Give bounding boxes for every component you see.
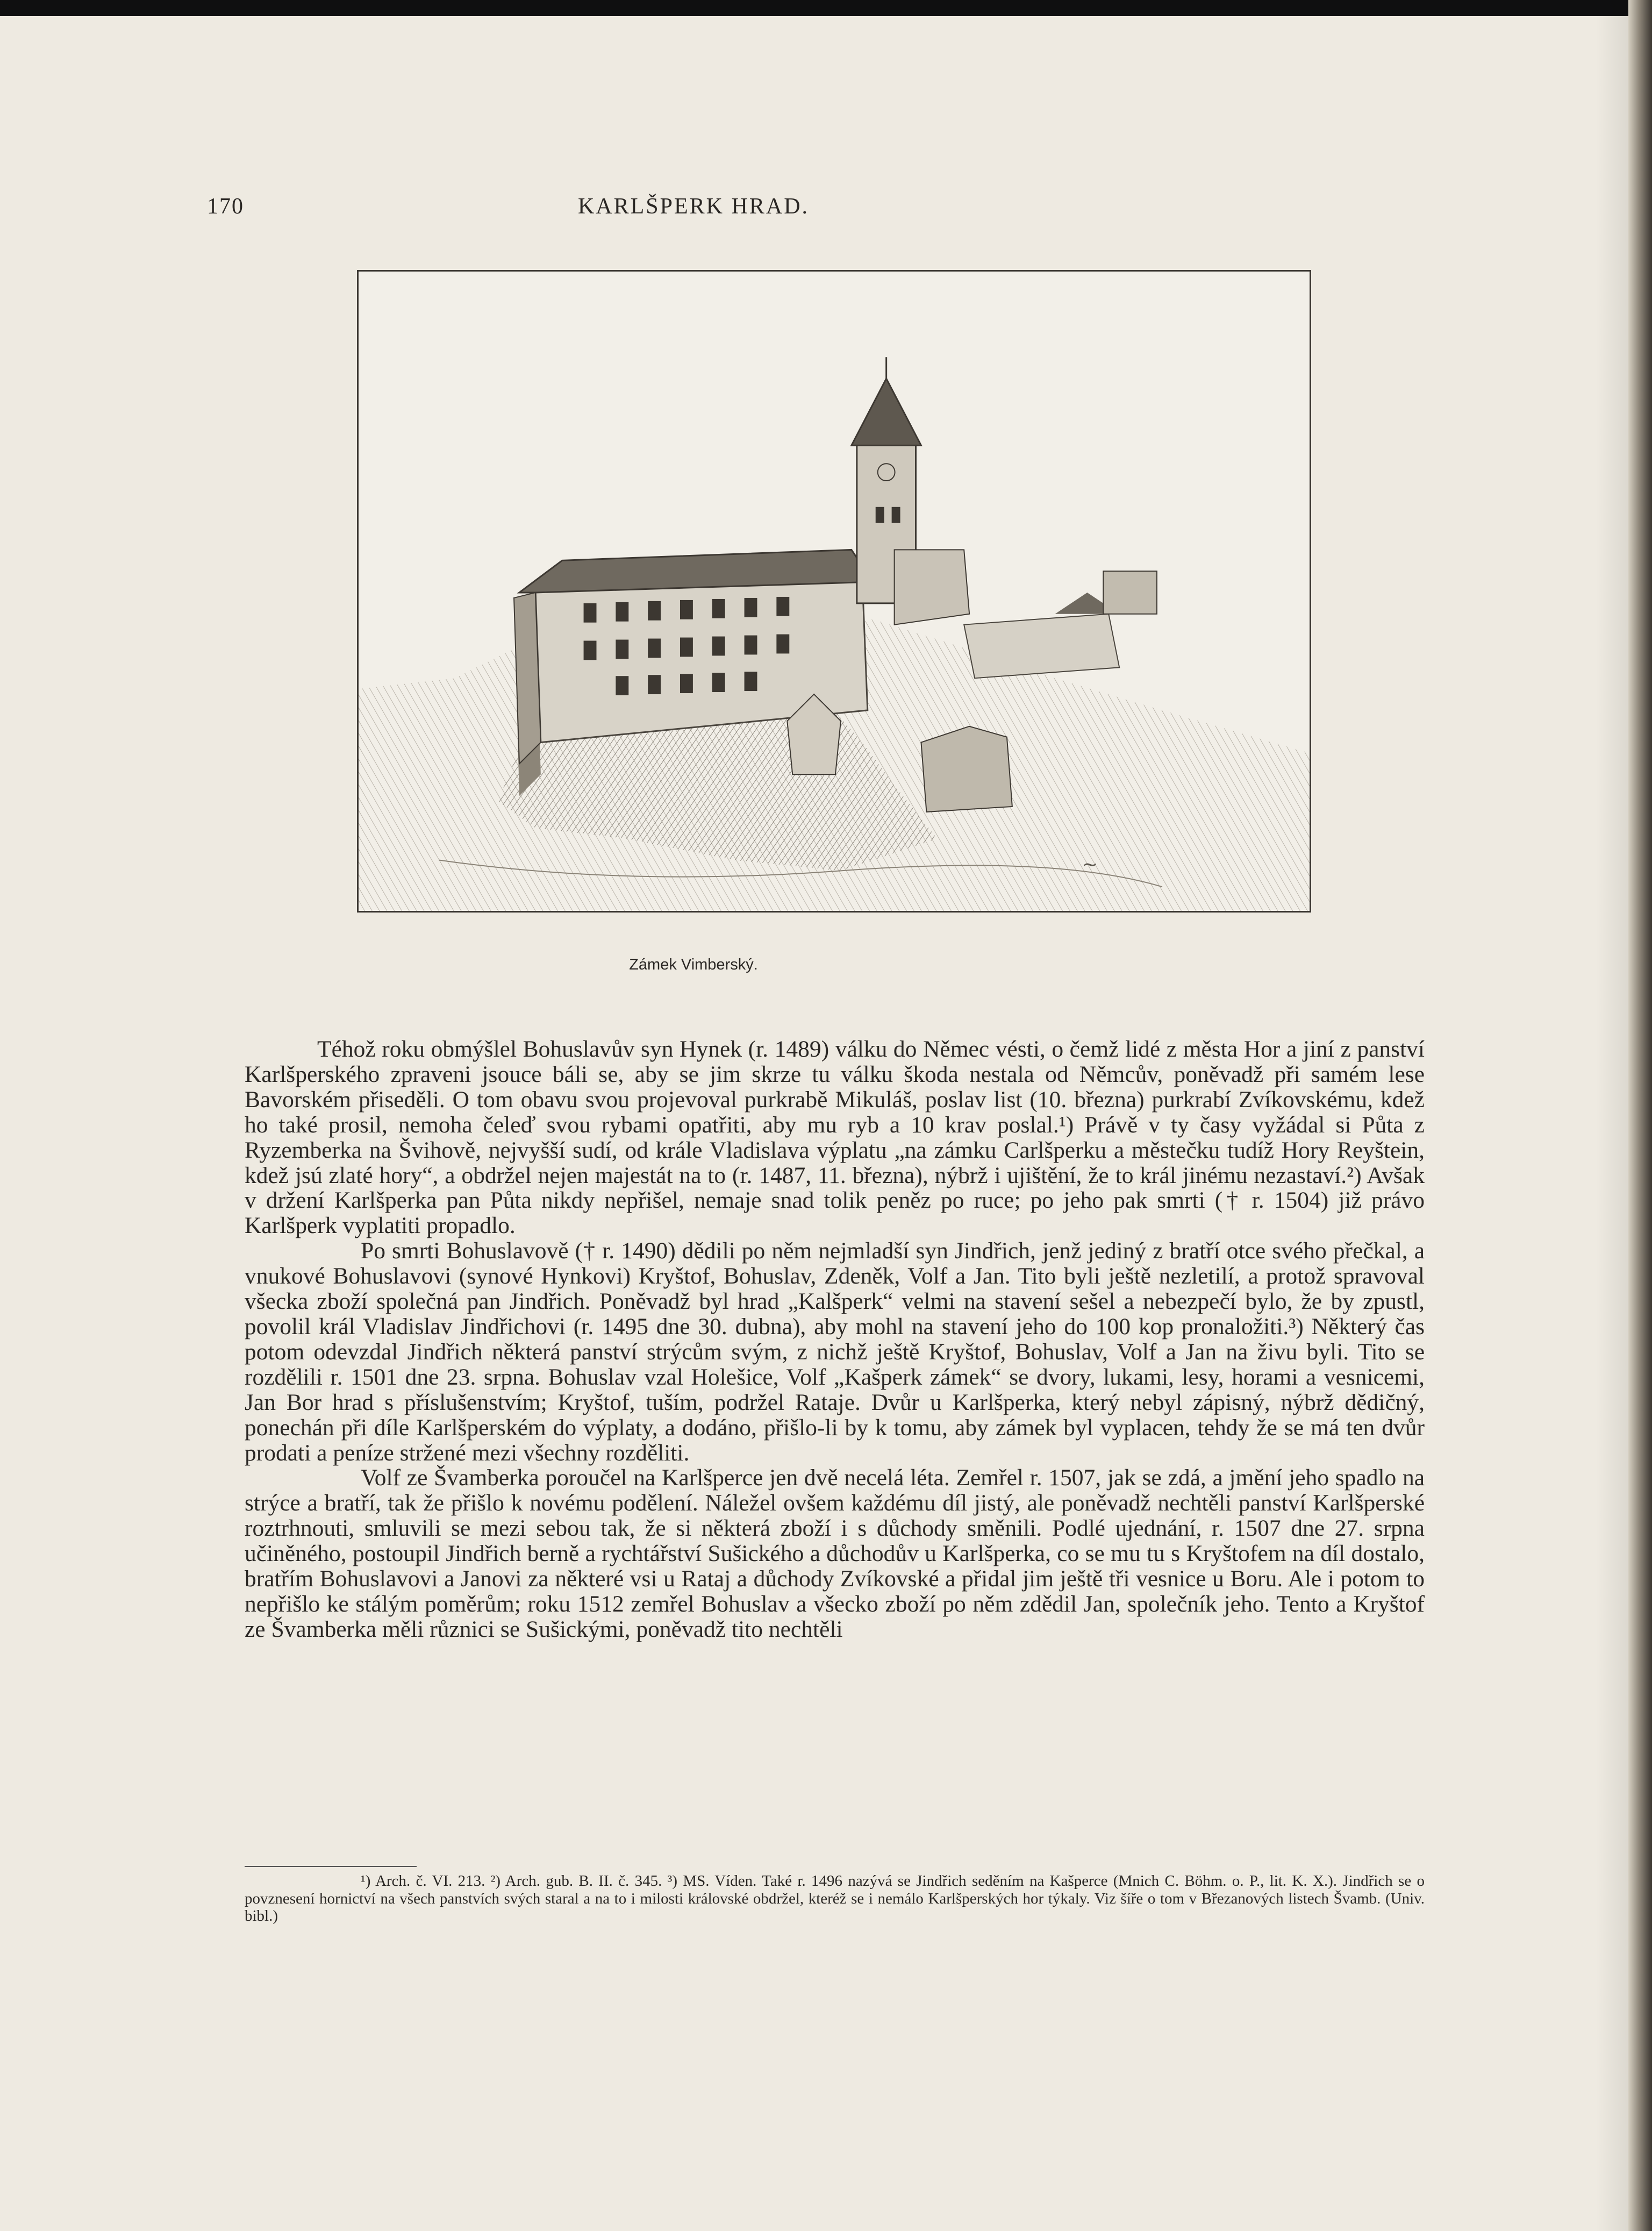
paragraph-2: Po smrti Bohuslavově († r. 1490) dědili po něm nejmladší syn Jindřich, jenž jediný z bratří otce svého přečkal, a vnukové Bohuslavovi (synové Hynkovi) Kryštof, Bohuslav, Zdeněk, Volf a Jan. Tito byli ještě nezletilí, a protož spravoval všecka zboží společná pan Jindřich. Poněvadž byl hrad „Kalšperk“ velmi na stavení sešel a nebezpečí bylo, že by zpustl, povolil král Vladislav Jindřichovi (r. 1495 dne 30. dubna), aby mohl na stavení jeho do 100 kop pronaložiti.³) Některý čas potom odevzdal Jindřich některá panství strýcům svým, z nichž ještě Kryštof, Bohuslav, Volf a Jan na živu byli. Tito se rozdělili r. 1501 dne 23. srpna. Bohuslav vzal Holešice, Volf „Kašperk zámek“ se dvory, lukami, lesy, horami a vesnicemi, Jan Bor hrad s příslušenstvím; Kryštof, tuším, podržel Rataje. Dvůr u Karlšperka, který nebyl zápisný, nýbrž dědičný, ponechán při díle Karlšperském do výplaty, a dodáno, přišlo-li by k tomu, aby zámek byl vyplacen, tehdy že se má ten dvůr prodati a peníze stržené mezi všechny rozděliti. — [245, 1238, 1425, 1466]
footnote-rule — [245, 1866, 417, 1867]
castle-illustration-svg — [359, 272, 1310, 911]
running-header — [207, 194, 1180, 226]
footnote-block: ¹) Arch. č. VI. 213. ²) Arch. gub. B. II. č. 345. ³) MS. Víden. Také r. 1496 nazývá se Jindřich seděním na Kašperce (Mnich C. Böhm. o. P., lit. K. X.). Jindřich se o povznesení hornictví na všech panstvích svých staral a na to i milosti královské obdržel, kteréž se i nemálo Karlšperských hor týkaly. Viz šíře o tom v Březanových listech Švamb. (Univ. bibl.) — [245, 1872, 1425, 1924]
page-gutter-shadow — [1596, 0, 1628, 2231]
engraver-signature: ~ — [1082, 853, 1098, 876]
running-title: KARLŠPERK HRAD. — [577, 194, 810, 219]
castle-engraving — [357, 270, 1311, 913]
main-text — [245, 1037, 1425, 1642]
scan-top-border — [0, 0, 1652, 16]
figure-caption: Zámek Vimberský. — [629, 956, 758, 973]
footnotes — [245, 1872, 1425, 1925]
book-spine-edge — [1628, 0, 1652, 2231]
page-number: 170 — [207, 194, 244, 219]
paragraph-1: Téhož roku obmýšlel Bohuslavův syn Hynek (r. 1489) válku do Němec vésti, o čemž lidé z města Hor a jiní z panství Karlšperského zpraveni jsouce báli se, aby se jim skrze tu válku škoda nestala od Němcův, poněvadž při samém lese Bavorském přiseděli. O tom obavu svou projevoval purkrabě Mikuláš, poslav list (10. března) purkrabí Zvíkovskému, kdež ho také prosil, nemoha čeleď svou rybami opatřiti, aby mu ryb a 10 krav poslal.¹) Právě v ty časy vyžádal si Půta z Ryzemberka na Švihově, nejvyšší sudí, od krále Vladislava výplatu „na zámku Carlšperku a městečku tudíž Hory Reyštein, kdež jsú zlaté hory“, a obdržel nejen majestát na to (r. 1487, 11. března), nýbrž i ujištění, že to král jinému nezastaví.²) Avšak v držení Karlšperka pan Půta nikdy nepřišel, nemaje snad tolik peněz po ruce; po jeho pak smrti († r. 1504) již právo Karlšperk vyplatiti propadlo. — [245, 1036, 1425, 1239]
paragraph-3: Volf ze Švamberka poroučel na Karlšperce jen dvě necelá léta. Zemřel r. 1507, jak se zdá, a jmění jeho spadlo na strýce a bratří, tak že přišlo k novému podělení. Náležel ovšem každému díl jistý, ale poněvadž nechtěli panství Karlšperské roztrhnouti, smluvili se mezi sebou tak, že si některá zboží i s důchody směnili. Podlé ujednání, r. 1507 dne 27. srpna učiněného, postoupil Jindřich berně a rychtářství Sušického a důchodův u Karlšperka, co se mu tu s Kryštofem na díl dostalo, bratřím Bohuslavovi a Janovi za některé vsi u Rataj a důchody Zvíkovské a přidal jim ještě tři vesnice u Boru. Ale i potom to nepřišlo ke stálým poměrům; roku 1512 zemřel Bohuslav a všecko zboží po něm zdědil Jan, společník jeho. Tento a Kryštof ze Švamberka měli různici se Sušickými, poněvadž tito nechtěli — [245, 1465, 1425, 1642]
